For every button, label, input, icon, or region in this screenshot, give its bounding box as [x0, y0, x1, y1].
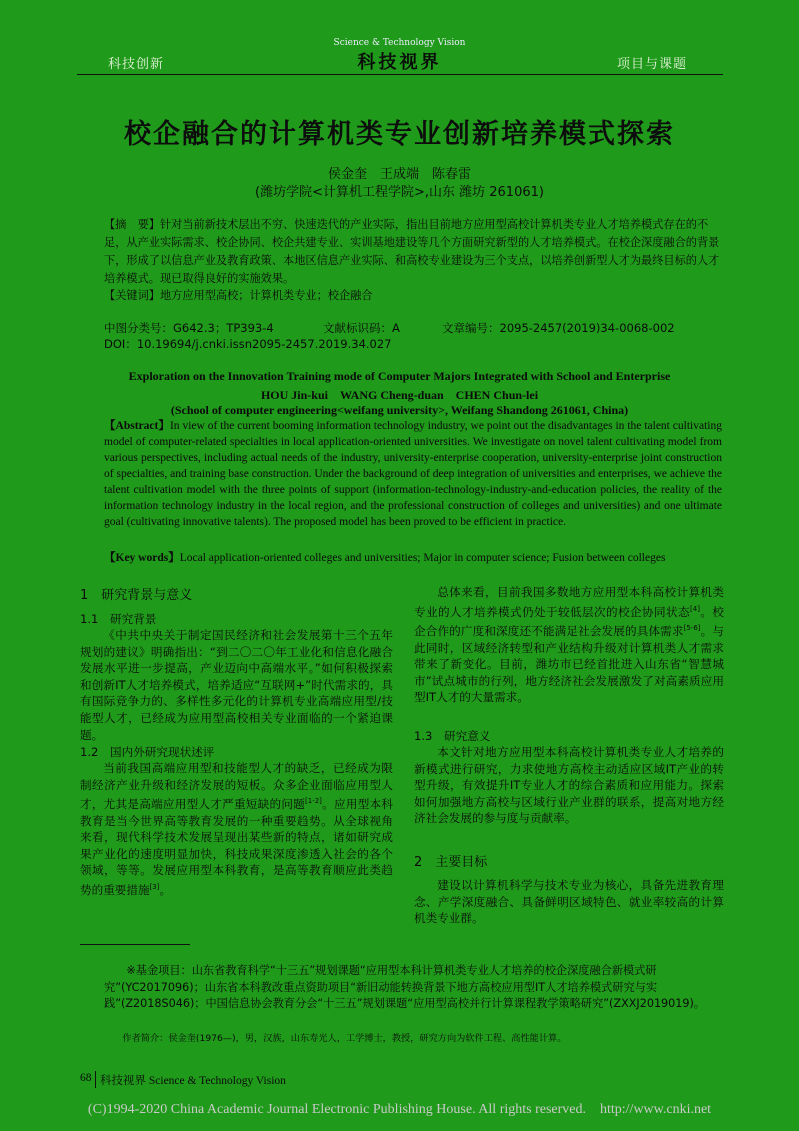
citation-ref: [4]	[690, 604, 700, 613]
header-journal-title: 科技视界	[357, 52, 442, 73]
english-abstract	[104, 418, 722, 530]
section-1-1-text: 《中共中央关于制定国民经济和社会发展第十三个五年规划的建议》明确指出：“到二〇二〇年工业化和信息化融合发展水平进一步提高，产业迈向中高端水平。”如何积极探索和创新IT人才培养模式，培养适应“互联网+”时代需求的，具有国际竞争力的、多样性多元化的计算机专业高端应用型/技能型人才，已经成为应用型高校相关专业面临的一个紧迫课题。	[80, 628, 393, 742]
right-intro-text-c: 。与此同时，区域经济转型和产业结构升级对计算机类人才需求带来了新变化。目前，潍坊市已经首批进入山东省“智慧城市”试点城市的行列，地方经济社会发展激发了对高素质应用型IT人才的大量需求。	[414, 623, 724, 705]
section-1-2-text-b: 。应用型本科教育是当今世界高等教育发展的一种重要趋势。从全球视角来看，现代科学技术发展呈现出某些新的特点，诸如研究成果产业化的速度明显加快，科技成果深度渗透入社会的各个领域，等等。发展应用型本科教育，是高等教育顺应此类趋势的重要措施	[80, 797, 393, 897]
header-rule	[77, 74, 723, 75]
english-keywords-text: Local application-oriented colleges and universities; Major in computer science; Fusion between colleges	[179, 552, 666, 564]
doc-code	[323, 320, 400, 336]
right-intro-text-b: 。校企合作的广度和深度还不能满足社会发展的具体需求	[414, 604, 724, 638]
article-number-value: 2095-2457(2019)34-0068-002	[499, 321, 675, 335]
citation-ref: [3]	[149, 883, 160, 892]
page-number: 68	[80, 1072, 92, 1084]
header-category-label: 项目与课题	[616, 57, 687, 72]
section-1-3-text: 本文针对地方应用型本科高校计算机类专业人才培养的新模式进行研究，力求使地方高校主动适应区域IT产业的转型升级，有效提升IT专业人才的综合素质和应用能力。探索如何加强地方高校与区域行业产业群的联系，提高对地方经济社会发展的参与度与贡献率。	[414, 745, 724, 826]
keywords-cn-label: 【关键词】	[104, 289, 160, 302]
section-1-2-heading: 1.2 国内外研究现状述评	[80, 745, 215, 759]
article-number-label: 文章编号：	[442, 321, 500, 335]
footnote-rule	[80, 944, 190, 945]
english-authors: HOU Jin-kui WANG Cheng-duan CHEN Chun-lei	[260, 388, 539, 402]
english-abstract-label: 【Abstract】	[104, 420, 170, 432]
right-intro-text-a: 总体来看，目前我国多数地方应用型本科高校计算机类专业的人才培养模式仍处于较低层次的校企协同状态	[414, 585, 724, 619]
header-section-label: 科技创新	[108, 57, 165, 72]
citation-ref: [5-6]	[683, 624, 701, 633]
clc-label: 中图分类号：	[104, 321, 173, 335]
section-1-heading: 1 研究背景与意义	[80, 588, 193, 603]
doi-value: 10.19694/j.cnki.issn2095-2457.2019.34.027	[136, 337, 392, 351]
footnote-bio: 作者简介：侯金奎(1976—)，男，汉族，山东寿光人，工学博士，教授，研究方向为软件工程、高性能计算。	[122, 1033, 567, 1044]
section-1-2-text-c: 。	[159, 882, 172, 897]
english-keywords	[104, 549, 744, 565]
english-affiliation: (School of computer engineering<weifang university>, Weifang Shandong 261061, China)	[170, 403, 629, 417]
section-1-3-heading: 1.3 研究意义	[414, 729, 491, 743]
doc-code-value: A	[392, 321, 400, 335]
keywords-cn	[104, 287, 722, 305]
keywords-cn-text: 地方应用型高校；计算机类专业；校企融合	[159, 289, 373, 302]
doc-code-label: 文献标识码：	[323, 321, 392, 335]
citation-ref: [1-2]	[305, 797, 322, 806]
article-authors: 侯金奎 王成端 陈春雷	[327, 167, 471, 182]
article-title: 校企融合的计算机类专业创新培养模式探索	[124, 119, 675, 150]
english-abstract-text: In view of the current booming information technology industry, we point out the disadvantages in the talent cultivating model of computer-related specialties in local application-oriented universities. We investigate on novel talent cultivating model from various perspectives, including actual needs of the industry, university-enterprise cooperation, university-enterprise joint construction of specialties, and training base construction. Under the background of deep integration of universities and enterprises, we achieve the talent cultivation model with the three points of support (information-technology-industry-and-education policies, the reality of the information technology industry in the local region, and the professional construction of colleges and universities) and one ultimate goal (cultivating innovative talents). The proposed model has been proved to be efficient in practice.	[104, 420, 722, 528]
clc-number	[104, 320, 274, 336]
section-1-2-text-a: 当前我国高端应用型和技能型人才的缺乏，已经成为限制经济产业升级和经济发展的短板。众多企业面临应用型人才，尤其是高端应用型人才严重短缺的问题	[80, 761, 393, 812]
section-2-heading: 2 主要目标	[414, 855, 488, 870]
footer-divider	[95, 1071, 96, 1088]
footer-journal: 科技视界 Science & Technology Vision	[100, 1075, 286, 1087]
article-number	[442, 320, 675, 336]
section-1-2-text	[80, 760, 393, 898]
copyright-watermark: (C)1994-2020 China Academic Journal Electronic Publishing House. All rights reserved. http://www.cnki.net	[87, 1102, 712, 1117]
english-keywords-label: 【Key words】	[104, 552, 180, 564]
footnote-fund: ※基金项目：山东省教育科学“十三五”规划课题“应用型本科计算机类专业人才培养的校企深度融合新模式研究”(YC2017096)；山东省本科教改重点资助项目“新旧动能转换背景下地方高校应用型IT人才培养模式研究与实践”(Z2018S046)；中国信息协会教育分会“十三五”规划课题“应用型高校并行计算课程教学策略研究”(ZXXJ2019019)。	[104, 964, 706, 1010]
abstract-cn-label: 【摘 要】	[104, 218, 160, 231]
section-2-text: 建设以计算机科学与技术专业为核心，具备先进教育理念、产学深度融合、具备鲜明区域特色、就业率较高的计算机类专业群。	[414, 878, 724, 926]
article-affiliation: (潍坊学院<计算机工程学院>,山东 潍坊 261061)	[255, 185, 544, 200]
abstract-cn	[104, 216, 722, 288]
abstract-cn-text: 针对当前新技术层出不穷、快速迭代的产业实际，指出目前地方应用型高校计算机类专业人才培养模式存在的不足，从产业实际需求、校企协同、校企共建专业、实训基地建设等几个方面研究新型的人才培养模式。在校企深度融合的背景下，形成了以信息产业及教育政策、本地区信息产业实际、和高校专业建设为三个支点，以培养创新型人才为最终目标的人才培养模式。现已取得良好的实施效果。	[104, 218, 720, 285]
section-1-1-heading: 1.1 研究背景	[80, 612, 157, 626]
doi-label: DOI：	[104, 337, 137, 351]
english-title: Exploration on the Innovation Training mode of Computer Majors Integrated with School and Enterprise	[128, 369, 671, 383]
journal-ticker: Science & Technology Vision	[333, 38, 466, 48]
clc-value: G642.3；TP393-4	[173, 321, 274, 335]
doi	[104, 336, 392, 352]
right-intro-text	[414, 584, 724, 706]
